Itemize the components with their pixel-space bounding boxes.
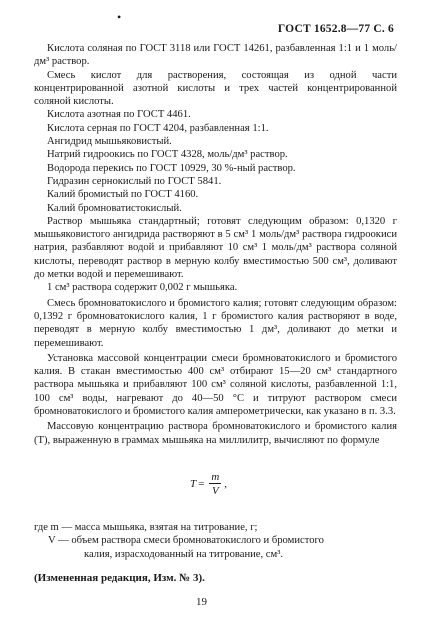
formula-tail: , [224, 478, 228, 490]
paragraph: Натрий гидроокись по ГОСТ 4328, моль/дм³ раствор. [47, 149, 288, 161]
body-text [34, 42, 397, 447]
formula-equals: = [198, 478, 205, 490]
formula-denominator: V [211, 485, 219, 497]
page-header: ГОСТ 1652.8—77 С. 6 [277, 23, 394, 35]
paragraph: Кислота соляная по ГОСТ 3118 или ГОСТ 14261, разбавленная 1:1 и 1 моль/дм³ раствор. [34, 43, 397, 68]
paragraph: 1 см³ раствора содержит 0,002 г мышьяка. [47, 282, 238, 294]
paragraph: Кислота азотная по ГОСТ 4461. [47, 109, 191, 121]
formula-legend [34, 521, 397, 561]
paragraph: Водорода перекись по ГОСТ 10929, 30 %-ный раствор. [47, 162, 296, 174]
formula [190, 471, 227, 497]
paragraph: Ангидрид мышьяковистый. [47, 136, 172, 148]
paragraph: Установка массовой концентрации смеси бромноватокислого и бромистого калия. В стакан вместимостью 400 см³ отбирают 15—20 см³ стандартного раствора мышьяка и прибавляют 100 см³ соляной кислоты, разбавленной 1:1, 100 см³ воды, нагревают до 40—50 °С и титруют раствором смеси бромноватокислого и бромистого калия амперометрически, как указано в п. 3.3. [34, 352, 397, 418]
edit-note: (Измененная редакция, Изм. № 3). [34, 572, 205, 584]
paragraph: Раствор мышьяка стандартный; готовят следующим образом: 0,1320 г мышьяковистого ангидрида растворяют в 5 см³ 1 моль/дм³ раствора гидроокиси натрия, разбавляют водой и прибавляют 10 см³ 1 моль/дм³ раствора соляной кислоты, переводят раствор в мерную колбу вместимостью 500 см³, доливают до метки водой и перемешивают. [34, 215, 397, 281]
stray-mark: • [117, 10, 122, 24]
formula-fraction [209, 471, 221, 497]
paragraph: Калий бромноватистокислый. [47, 202, 182, 214]
paragraph: Гидразин сернокислый по ГОСТ 5841. [47, 175, 222, 187]
formula-lhs: T [190, 478, 197, 490]
legend-line: где m — масса мышьяка, взятая на титрование, г; [34, 522, 258, 533]
paragraph: Смесь кислот для растворения, состоящая из одной части концентрированной азотной кислоты и трех частей концентрированной соляной кислоты. [34, 69, 397, 108]
formula-numerator: m [211, 471, 220, 483]
paragraph: Массовую концентрацию раствора бромноватокислого и бромистого калия (T), выраженную в граммах мышьяка на миллилитр, вычисляют по формуле [34, 421, 397, 446]
paragraph: Смесь бромноватокислого и бромистого калия; готовят следующим образом: 0,1392 г бромноватокислого калия, 1 г бромистого калия растворяют в воде, переводят в мерную колбу вместимостью 1 дм³, доливают до метки и перемешивают. [34, 297, 397, 349]
paragraph: Кислота серная по ГОСТ 4204, разбавленная 1:1. [47, 122, 269, 134]
page-number: 19 [196, 596, 207, 608]
legend-line: калия, израсходованный на титрование, см³. [84, 548, 284, 560]
paragraph: Калий бромистый по ГОСТ 4160. [47, 189, 199, 201]
legend-line: V — объем раствора смеси бромноватокислого и бромистого [48, 535, 324, 547]
